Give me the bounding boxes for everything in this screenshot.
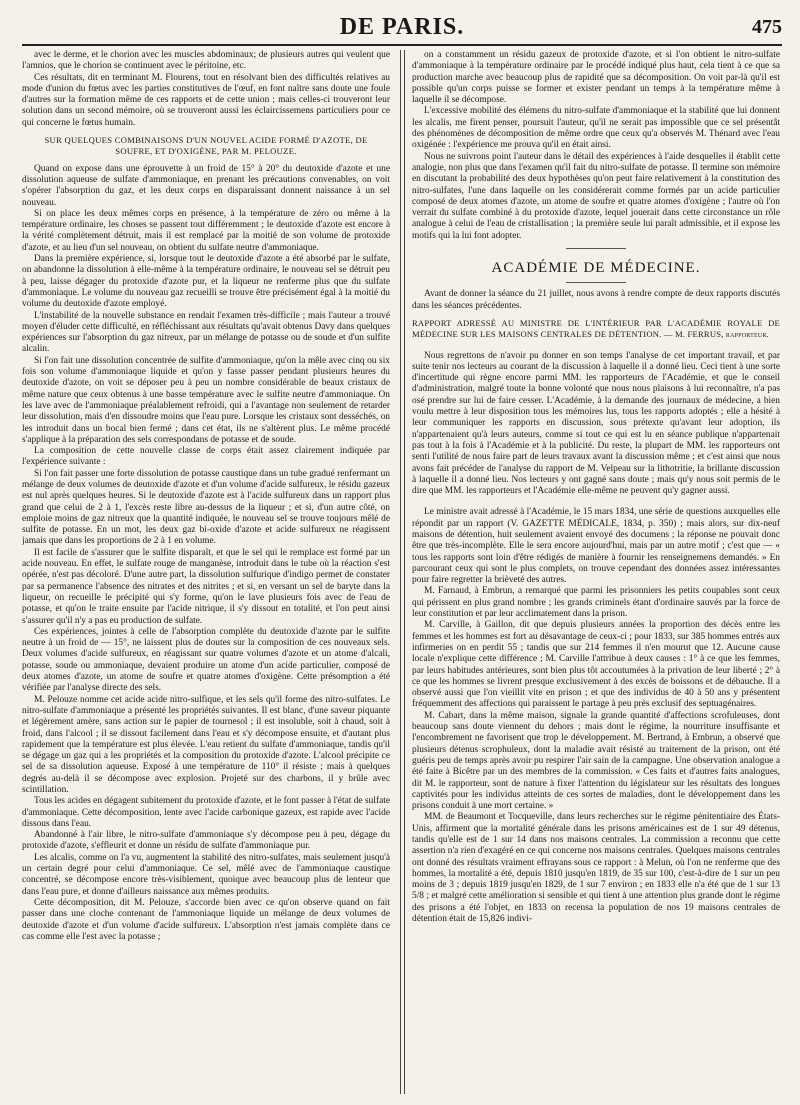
ferrus-report (412, 351, 780, 926)
paragraph: L'excessive mobilité des élémens du nitro-sulfate d'ammoniaque et la stabilité que lui donnent les alcalis, me firent penser, poursuit l'auteur, qu'il ne serait pas impossible que ce sel présentât des phénomènes de décomposition de même ordre que ceux qu'a observés M. Thénard avec l'eau oxigénée : l'expérience me prouva qu'il en était ainsi. (412, 106, 780, 151)
paragraph: Tous les acides en dégagent subitement du protoxide d'azote, et le font passer à l'état de sulfate d'ammoniaque. Cette décomposition, lente avec l'acide carbonique gazeux, est rapide avec l'acide dissous dans l'eau. (22, 796, 390, 829)
paragraph: Ces résultats, dit en terminant M. Flourens, tout en résolvant bien des difficultés relatives au mode d'union du fœtus avec les parties constitutives de l'œuf, en font naître sans doute une foule d'autres sur la formation même de ces rapports et de cette union ; mais celles-ci trouveront leur solution dans un second mémoire, où se trouveront aussi les éclaircissemens particuliers pour ce qui concerne le fœtus humain. (22, 72, 390, 128)
paragraph: L'instabilité de la nouvelle substance en rendait l'examen très-difficile ; mais l'auteur a trouvé moyen d'éluder cette difficulté, en réfléchissant aux résultats qu'avait obtenus Davy dans quelques expériences sur l'absorption du gaz nitreux, par un mélange de potasse ou de soude et d'un sulfite alcalin. (22, 310, 390, 355)
paragraph: Ces expériences, jointes à celle de l'absorption complète du deutoxide d'azote par le sulfite neutre à un froid de — 15°, ne laissent plus de doutes sur la composition de ces nouveaux sels. Deux volumes d'acide sulfureux, en réagissant sur quatre volumes d'azote et un atome d'alcali, potasse, soude ou ammoniaque, devaient produire un atome d'un acide particulier, composé de deux atomes d'azote, un atome de soufre et quatre atomes d'oxigène. Cette présomption a été vérifiée par l'analyse directe des sels. (22, 626, 390, 694)
paragraph: avec le derme, et le chorion avec les muscles abdominaux; de plusieurs autres qui veulent que l'amnios, que le chorion se continuent avec le péritoine, etc. (22, 50, 390, 72)
paragraph: Quand on expose dans une éprouvette à un froid de 15° à 20° du deutoxide d'azote et une dissolution aqueuse de sulfate d'ammoniaque, en prenant les précautions convenables, on voit s'opérer l'absorption du gaz, et les deux corps en disparaissant donnent naissance à un sel nouveau. (22, 163, 390, 208)
page-title: DE PARIS. (339, 14, 465, 40)
left-column (22, 50, 390, 1094)
page-header (22, 14, 782, 46)
pelouze-continuation (412, 50, 780, 242)
paragraph: M. Carville, à Gaillon, dit que depuis plusieurs années la proportion des décès entre les femmes et les hommes est fort au désavantage de ceux-ci ; pour 1833, sur 385 hommes entrés aux infirmeries on en perdit 55 ; tandis que sur 214 femmes il n'en mourut que 12. Aucune cause locale n'explique cette différence ; M. Carville l'attribue à deux causes : 1° à ce que les femmes, par leurs habitudes antérieures, sont bien plus tôt accoutumées à la privation de leur liberté ; 2° à ce que les hommes se livrent presque exclusivement à des excès de boissons et de débauche. Il a observé aussi que l'on vieillit vite en prison ; et que des individus de 40 à 50 ans y présentent fréquemment des affections qui paraissent le partage à peu près exclusif des septuagénaires. (412, 620, 780, 710)
pelouze-article (22, 164, 390, 943)
columns (22, 50, 782, 1094)
flourens-continuation (22, 50, 390, 129)
article-title: SUR QUELQUES COMBINAISONS D'UN NOUVEL ACIDE FORMÉ D'AZOTE, DE SOUFRE, ET D'OXIGÈNE, PAR M. PELOUZE. (44, 135, 368, 157)
paragraph: Dans la première expérience, si, lorsque tout le deutoxide d'azote a été absorbé par le sulfate, on abandonne la dissolution à elle-même à la température ordinaire, le nouveau sel se détruit peu à peu, laisse dégager du protoxide d'azote pur, et la liqueur ne renferme plus que du sulfate d'ammoniaque. Le volume du nouveau gaz recueilli se trouve être précisément égal à la moitié du volume du deutoxide d'azote employé. (22, 254, 390, 310)
paragraph: Nous ne suivrons point l'auteur dans le détail des expériences à l'aide desquelles il établit cette analogie, non plus que dans l'examen qu'il fait du nitro-sulfate de potasse. Il termine son mémoire en discutant la probabilité des deux hypothèses qu'on peut faire relativement à la constitution des nitro-sulfates, l'une dans laquelle on les considérerait comme formés par un acide particulier composé de deux atomes d'azote, un atome de soufre et quatre atomes d'oxigène ; l'autre où l'on verrait du sulfate combiné à du protoxide d'azote, lequel jouerait dans cette circonstance un rôle analogue à celui de l'eau de cristallisation ; la première seule lui paraît admissible, et il expose les motifs qui la lui font adopter. (412, 151, 780, 241)
paragraph: Si l'on fait une dissolution concentrée de sulfite d'ammoniaque, qu'on la mêle avec cinq ou six fois son volume d'ammoniaque liquide et qu'on y fasse passer pendant plusieurs heures du deutoxide d'azote, on voit se déposer peu à peu un nombre considérable de beaux cristaux de même nature que ceux obtenus à une basse température avec le sulfite neutre d'ammoniaque. On les lave avec de l'ammoniaque préalablement refroidi, qui a l'avantage non seulement de retarder leur dissolution, mais d'en dissoudre moins que l'eau pure. Lorsque les cristaux sont desséchés, on les introduit dans un bocal bien fermé ; dans cet état, ils ne s'altèrent plus. Le même procédé s'applique à la préparation des sels correspondans de potasse et de soude. (22, 355, 390, 445)
section-intro: Avant de donner la séance du 21 juillet, nous avons à rendre compte de deux rapports discutés dans les séances précédentes. (412, 289, 780, 311)
paragraph: M. Farnaud, à Embrun, a remarqué que parmi les prisonniers les petits coupables sont ceux qui périssent en plus grand nombre ; les grands criminels étant d'ordinaire sauvés par la force de leur constitution et par leur acclimatement dans la prison. (412, 586, 780, 620)
paragraph: M. Cabart, dans la même maison, signale la grande quantité d'affections scrofuleuses, dont beaucoup sans doute viennent du dehors ; mais dont le régime, la nourriture insuffisante et l'encombrement ne favorisent que trop le développement. M. Bertrand, à Embrun, a observé que plusieurs détenus scrophuleux, dont la maladie avait résisté au traitement de la prison, ont été guéris peu de temps après avoir pu respirer l'air sain de la campagne. Une observation analogue a été faite à Bicêtre par un des membres de la commission. « Ces faits et d'autres faits analogues, dit M. le rapporteur, sont de nature à fixer l'attention du législateur sur les résultats des longues captivités pour les individus atteints de ces sortes de maladies, dont le développement dans les prisons conduit à une mort certaine. » (412, 710, 780, 812)
paragraph: Abandonné à l'air libre, le nitro-sulfate d'ammoniaque s'y décompose peu à peu, dégage du protoxide d'azote, s'effleurit et donne un résidu de sulfate d'ammoniaque pur. (22, 830, 390, 852)
paragraph: MM. de Beaumont et Tocqueville, dans leurs recherches sur le régime pénitentiaire des États-Unis, affirment que la mortalité générale dans les prisons américaines est de 1 sur 49 détenus, tandis qu'elle est de 1 sur 14 dans nos maisons centrales. La commission a reconnu que cette assertion n'a rien d'exagéré en ce qui concerne nos maisons centrales. Quelques maisons centrales ont donné des résultats vraiment effrayans sous ce rapport : à Melun, où l'on ne renferme que des hommes, la mortalité a été, depuis 1810 jusqu'en 1819, de 35 sur 100, c'est-à-dire de 1 sur un peu moins de 3 ; depuis 1819 jusqu'en 1829, de 1 sur 7 environ ; en 1833 elle n'a été que de 1 sur 13 5/8 ; et malgré cette amélioration si sensible et qui tient à une attention plus grande dont le régime des prisons a été l'objet, en 1833 on recensa la population de nos 19 maisons centrales de détention était de 15,826 indivi- (412, 812, 780, 925)
paragraph-gap (412, 497, 780, 507)
paragraph: Cette décomposition, dit M. Pelouze, s'accorde bien avec ce qu'on observe quand on fait passer dans une cloche contenant de l'ammoniaque liquide un mélange de deux volumes de deutoxide d'azote et d'un volume d'acide sulfureux. L'absorption n'est jamais complète dans ce cas comme elle l'est avec la potasse ; (22, 897, 390, 942)
paragraph: La composition de cette nouvelle classe de corps était assez clairement indiquée par l'expérience suivante : (22, 446, 390, 468)
separator-rule (566, 248, 626, 249)
right-column (412, 50, 780, 1094)
paragraph: Nous regrettons de n'avoir pu donner en son temps l'analyse de cet important travail, et par suite tenir nos lecteurs au courant de la discussion à laquelle il a donné lieu. Ceci tient à une sorte d'incertitude qui règne encore parmi MM. les rapporteurs de l'Académie, et que le conseil d'administration, malgré toute la bonne volonté que nous nous plaisons à lui reconnaître, n'a pas osé prendre sur lui de faire cesser. L'Académie, à la demande des journaux de médecine, a bien voulu mettre à leur disposition tous les mémoires lus, tous les rapports adoptés ; elle a hésité à leur communiquer les rapports en discussion, sous prétexte qu'avant leur adoption, ils n'appartenaient qu'à leurs auteurs, comme si tout ce qui est lu en séance publique n'appartenait pas tout à la fois à l'Académie et à la publicité. Du reste, la plupart de MM. les rapporteurs ont senti l'utilité de nous faire part de leurs travaux avant la discussion même ; et c'est ainsi que nous avons fait précéder de l'analyse du rapport de M. Velpeau sur la lithotritie, la brillante discussion à laquelle il a donné lieu. Nos lecteurs y ont gagné sans doute ; mais qu'y nous soit permis de le dire que MM. les rapporteurs et l'Académie elle-même ne peuvent qu'y gagner aussi. (412, 350, 780, 497)
paragraph: Si on place les deux mêmes corps en présence, à la température de zéro ou même à la température ordinaire, les choses se passent tout différemment ; le deutoxide d'azote est encore à la vérité complètement détruit, mais il est remplacé par la moitié de son volume de protoxide d'azote, et au lieu d'un sel nouveau, on obtient du sulfate neutre d'ammoniaque. (22, 208, 390, 253)
column-divider (400, 50, 405, 1094)
page-number: 475 (752, 16, 782, 38)
report-heading: RAPPORT ADRESSÉ AU MINISTRE DE L'INTÉRIEUR PAR L'ACADÉMIE ROYALE DE MÉDECINE SUR LES MAISONS CENTRALES DE DÉTENTION. — M. FERRUS, rapporteur. (412, 317, 780, 340)
section-title: ACADÉMIE DE MÉDECINE. (491, 260, 701, 277)
separator-rule (566, 282, 626, 283)
paragraph: Si l'on fait passer une forte dissolution de potasse caustique dans un tube gradué renfermant un mélange de deux volumes de deutoxide d'azote et d'un volume d'acide sulfureux, le résidu gazeux est nul après quelques heures. Si le deutoxide d'azote est à l'acide sulfureux dans un rapport plus grand que celui de 2 à 1, l'excès reste libre au-dessus de la liqueur ; et si, d'un autre côté, on emploie moins de gaz nitreux que la quantité indiquée, le nouveau sel se trouve toujours mêlé de sulfite de potasse. En un mot, les deux gaz bi-oxide d'azote et acide sulfureux ne réagissent jamais que dans les proportions de 2 à 1 en volume. (22, 468, 390, 547)
paragraph: Le ministre avait adressé à l'Académie, le 15 mars 1834, une série de questions auxquelles elle répondit par un rapport (V. GAZETTE MÉDICALE, 1834, p. 350) ; mais alors, sur dix-neuf maisons de détention, huit seulement avaient envoyé des documens ; la réponse ne pouvait donc être que très-incomplète. Elle le sera encore aujourd'hui, mais par un autre motif ; c'est que — « tous les rapports sont loin d'être rédigés de manière à fournir les renseignemens demandés. » En parcourant ceux qui sont le plus complets, on trouve cependant des données assez intéressantes pour faire regretter la brièveté des autres. (412, 507, 780, 586)
paragraph: M. Pelouze nomme cet acide acide nitro-sulfique, et les sels qu'il forme des nitro-sulfates. Le nitro-sulfate d'ammoniaque a présenté les propriétés suivantes. Il est blanc, d'une saveur piquante et légèrement amère, sans action sur le papier de tournesol ; il est insoluble, soit à chaud, soit à froid, dans l'alcool ; il se dissout facilement dans l'eau et s'y décompose ensuite, et d'autant plus rapidement que la température est plus élevée. L'eau retient du sulfate d'ammoniaque, tandis qu'il se dégage un gaz qui a les propriétés et la composition du protoxide d'azote. L'alcool précipite ce sel de sa dissolution aqueuse. Exposé à une température de 110° il résiste ; mais à quelques degrés au-delà il se décompose avec explosion. Projeté sur des charbons, il y brûle avec scintillation. (22, 694, 390, 795)
paragraph: on a constamment un résidu gazeux de protoxide d'azote, et si l'on obtient le nitro-sulfate d'ammoniaque à la température ordinaire par le procédé indiqué plus haut, cela tient à ce que sa production marche avec beaucoup plus de rapidité que sa décomposition. On voit par-là qu'il est possible qu'un corps puisse se former et exister pendant un temps à la température même à laquelle il se décompose. (412, 50, 780, 106)
newspaper-page (22, 14, 782, 1094)
paragraph: Il est facile de s'assurer que le sulfite disparaît, et que le sel qui le remplace est formé par un acide nouveau. En effet, le sulfate rouge de manganèse, introduit dans le tube où la réaction s'est opérée, n'est pas décoloré. D'une autre part, la dissolution sulfurique d'indigo permet de constater par sa permanence l'absence des nitrates et des nitrites ; et si, en versant un sel de baryte dans la liqueur, on recueille le précipité qui s'y forme, qu'on le lave plusieurs fois avec de l'eau de potasse, et qu'on le traite ensuite par l'acide nitrique, il s'y dissout en totalité, et l'on peut ainsi s'assurer qu'il n'y a pas eu production de sulfate. (22, 547, 390, 626)
paragraph: Les alcalis, comme on l'a vu, augmentent la stabilité des nitro-sulfates, mais seulement jusqu'à un certain degré pour celui d'ammoniaque. Ce sel, mêlé avec de l'ammoniaque caustique concentré, se décompose encore très-visiblement, quoique avec beaucoup plus de lenteur que dans l'eau pure, et donne d'ailleurs naissance aux mêmes produits. (22, 852, 390, 897)
